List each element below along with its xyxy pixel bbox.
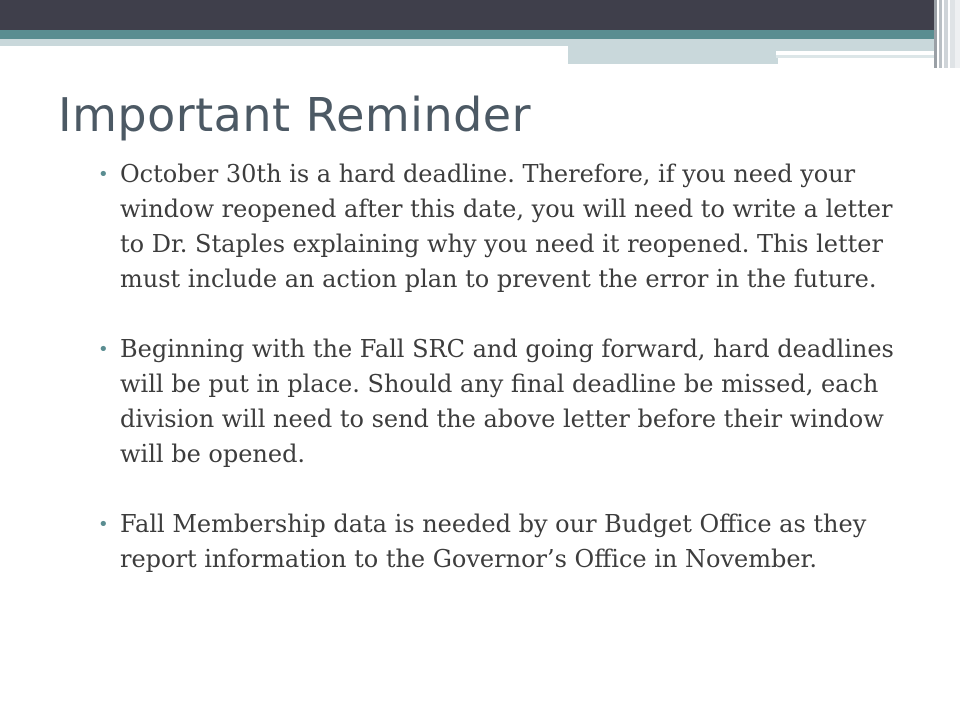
right-edge-stripes: [934, 0, 960, 68]
header-band-light-left: [0, 39, 570, 46]
bullet-list: [98, 157, 918, 612]
header-band-teal: [0, 30, 960, 39]
bullet-text: October 30th is a hard deadline. Therefore, if you need your window reopened after this date, you will need to write a letter to Dr. Staples explaining why you need it reopened. This letter must include an action plan to prevent the error in the future.: [120, 160, 893, 293]
bullet-item-deadline: [98, 157, 918, 297]
header-band-step: [568, 39, 778, 64]
bullet-text: Beginning with the Fall SRC and going forward, hard deadlines will be put in place. Should any final deadline be missed, each division will need to send the above letter before their window will be opened.: [120, 335, 894, 468]
bullet-icon: •: [98, 339, 109, 360]
header-band-thin-line: [776, 55, 960, 58]
bullet-text: Fall Membership data is needed by our Budget Office as they report information to the Governor’s Office in November.: [120, 510, 867, 573]
slide-title: Important Reminder: [58, 88, 532, 142]
bullet-item-fall-src: [98, 332, 918, 472]
header-band-dark: [0, 0, 960, 30]
header-band-light-right: [776, 39, 960, 51]
bullet-icon: •: [98, 164, 109, 185]
bullet-icon: •: [98, 514, 109, 535]
bullet-item-fall-membership: [98, 507, 918, 577]
